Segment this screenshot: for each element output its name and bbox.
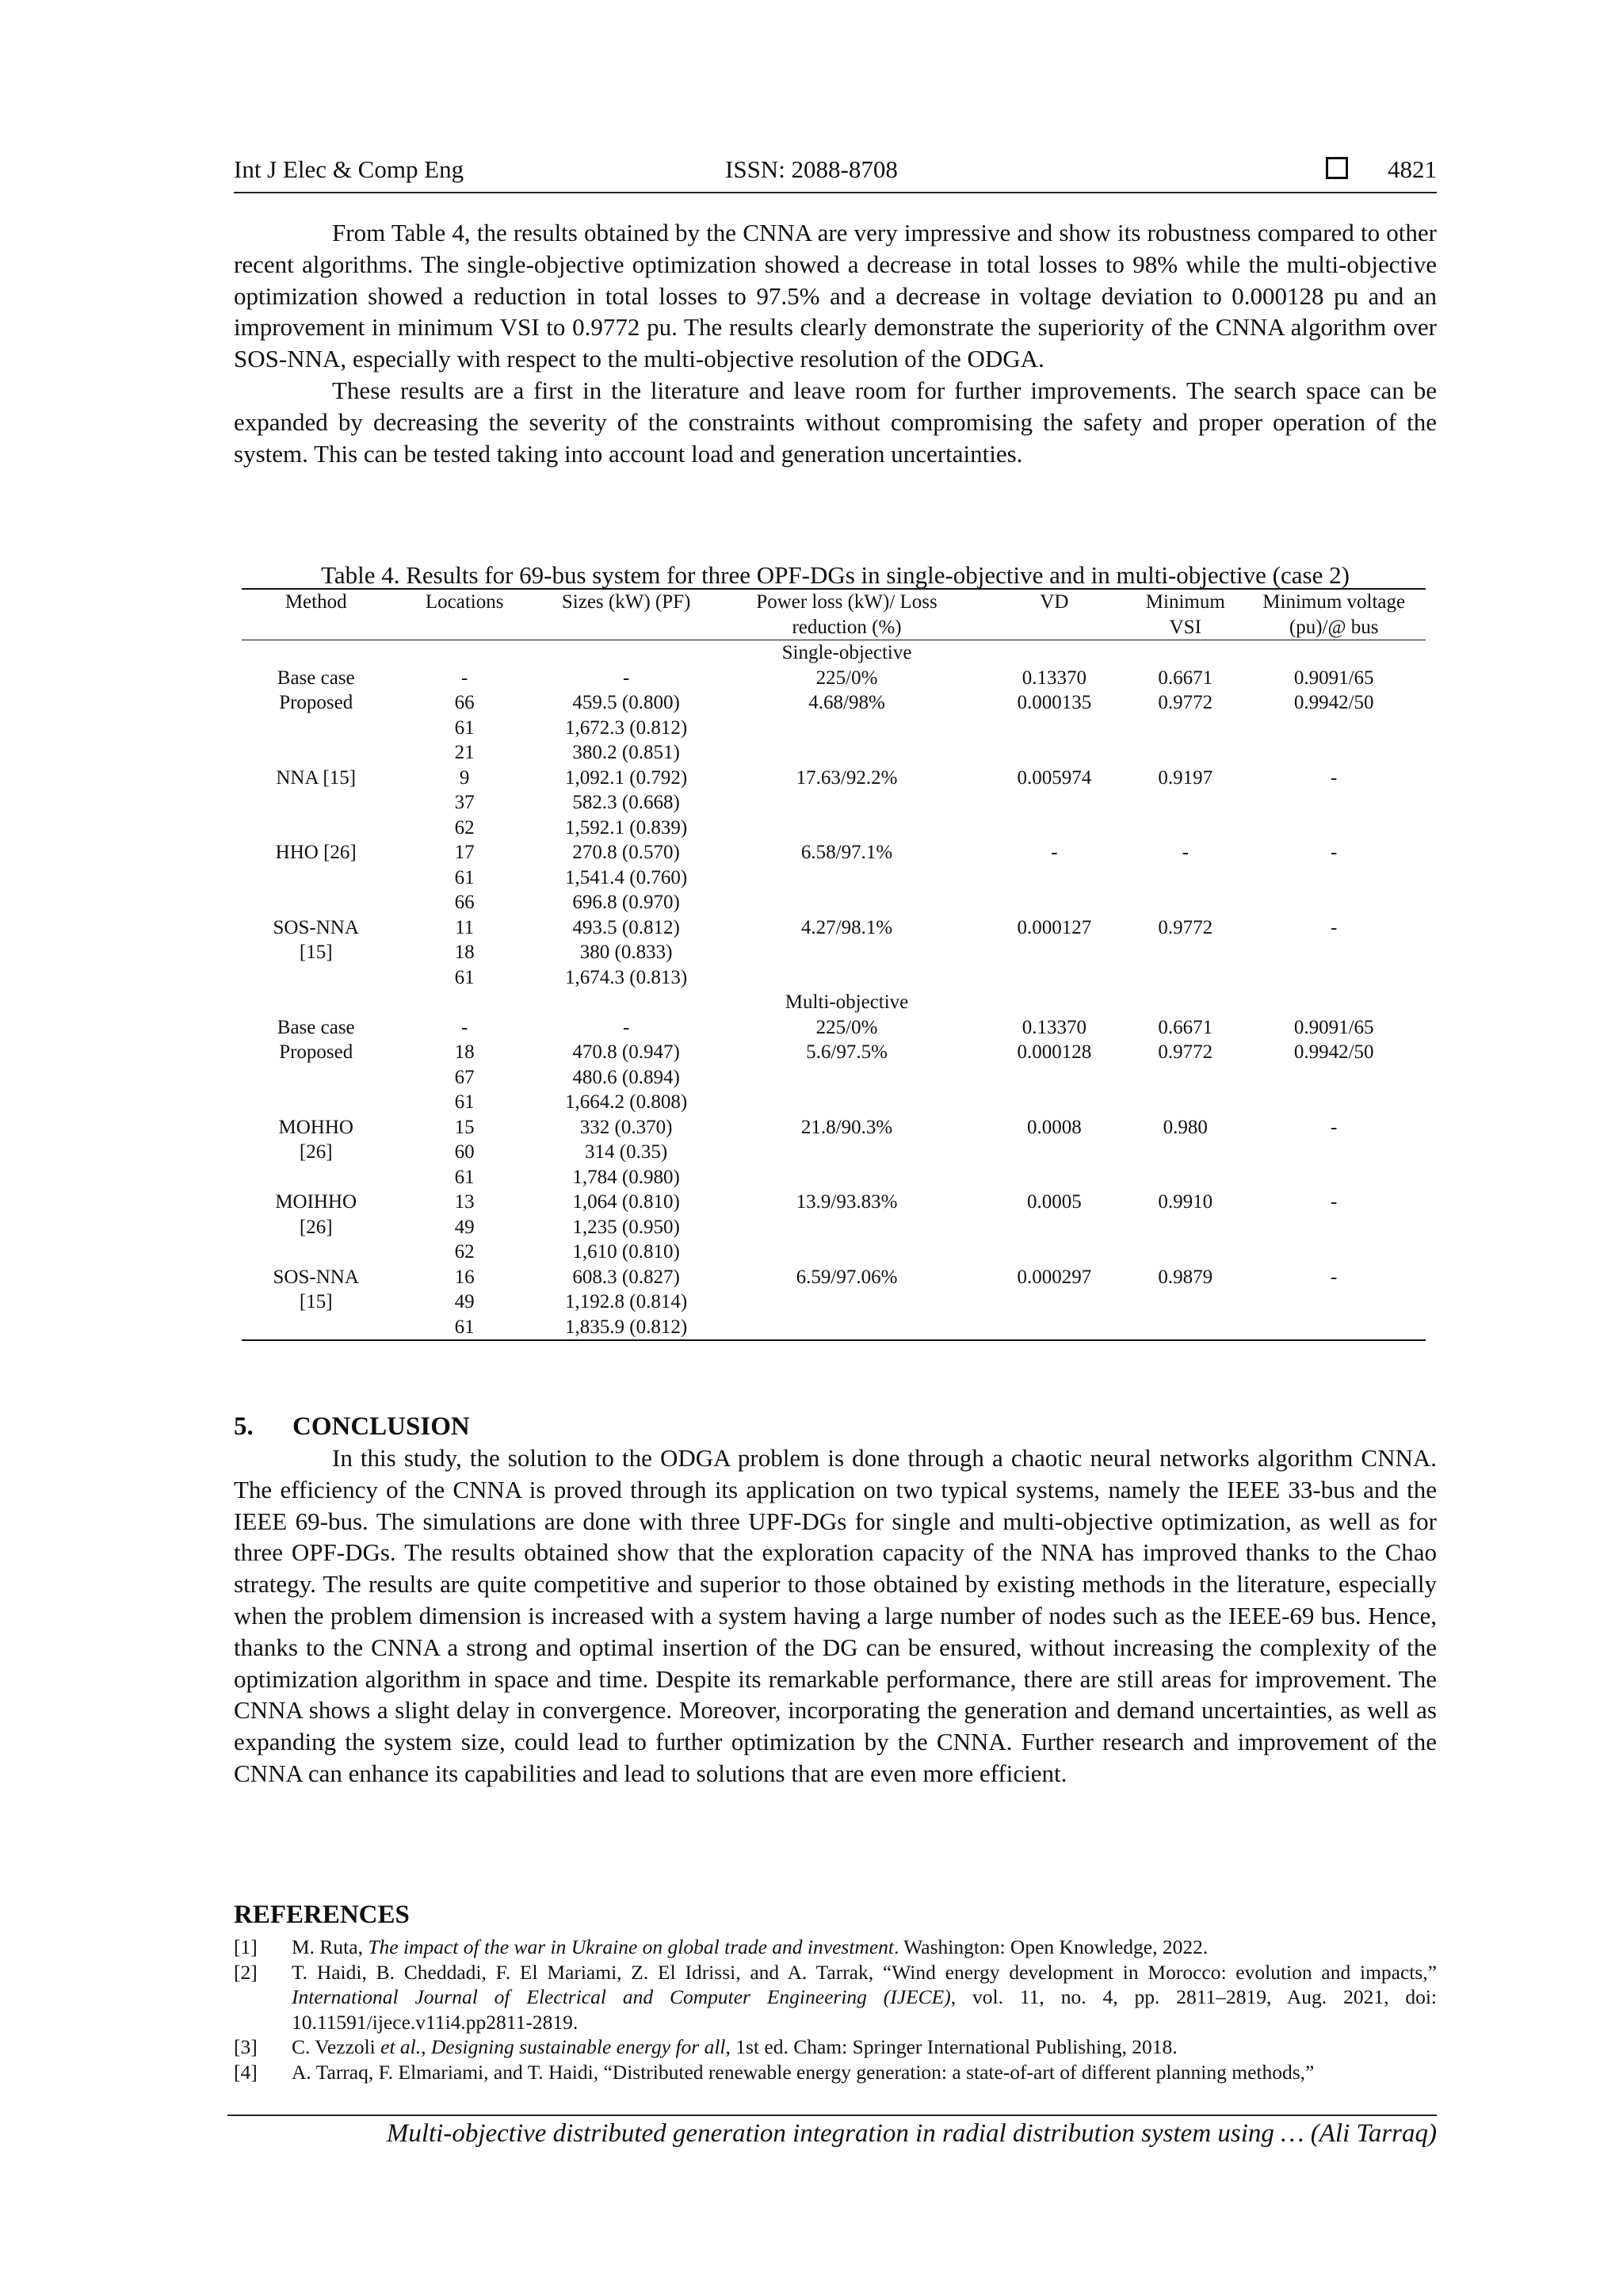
table-cell: NNA [15] [276, 766, 357, 789]
table-cell: [26] [299, 1141, 333, 1163]
table-cell [1128, 816, 1242, 841]
reference-number: [2] [234, 1960, 258, 1984]
table-cell [1242, 1215, 1426, 1240]
table-cell [242, 1090, 390, 1115]
table-cell: 1,784 (0.980) [572, 1166, 680, 1188]
page-header [234, 155, 1437, 193]
table-cell: 1,674.3 (0.813) [565, 966, 688, 988]
reference-text: Designing sustainable energy for all [430, 2035, 726, 2058]
table-cell [1128, 1165, 1242, 1190]
table-cell [980, 865, 1128, 891]
table-cell: Multi-objective [785, 991, 909, 1013]
section-heading [234, 1412, 470, 1442]
reference-item [234, 1960, 1437, 2035]
table-cell [1128, 790, 1242, 816]
reference-text: et al. [380, 2035, 422, 2058]
table-cell: 1,592.1 (0.839) [565, 816, 688, 839]
table-cell [713, 1215, 980, 1240]
table-cell: Proposed [279, 692, 353, 713]
table-cell: 0.9772 [1158, 692, 1213, 713]
table-cell [1128, 1065, 1242, 1091]
table-row [242, 890, 1426, 915]
table-cell: 17.63/92.2% [796, 766, 898, 789]
table-cell: 332 (0.370) [579, 1116, 673, 1138]
table-row [242, 790, 1426, 816]
table-cell [1242, 990, 1426, 1015]
table-cell: 1,835.9 (0.812) [539, 1315, 714, 1341]
journal-name: Int J Elec & Comp Eng [234, 155, 464, 183]
reference-item [234, 2060, 1437, 2085]
table-cell: 1,672.3 (0.812) [565, 716, 688, 739]
table-cell: 470.8 (0.947) [572, 1041, 680, 1063]
table-cell [980, 816, 1128, 841]
table-cell [713, 965, 980, 991]
table-cell [1242, 1165, 1426, 1190]
table-cell [1128, 1090, 1242, 1115]
table-cell: 49 [454, 1291, 475, 1312]
footer-rule [227, 2115, 1437, 2116]
table-cell [539, 640, 714, 666]
table-body [242, 640, 1426, 1341]
table-row [242, 816, 1426, 841]
table-cell [980, 965, 1128, 991]
table-cell: 0.9091/65 [1293, 667, 1374, 689]
table-cell: 21.8/90.3% [800, 1116, 893, 1138]
table-cell [242, 990, 390, 1015]
reference-text: , [421, 2035, 431, 2058]
table-cell: 0.0008 [1027, 1116, 1082, 1138]
reference-text: , vol. 11, no. 4, pp. 2811–2819, Aug. 2021, doi: 10.11591/ijece.v11i4.pp2811-2819. [292, 1985, 1437, 2034]
table-cell: 61 [454, 1091, 475, 1113]
table-cell: 0.9772 [1158, 916, 1213, 938]
reference-number: [3] [234, 2035, 258, 2058]
table-cell: - [622, 1016, 630, 1038]
table-cell: 0.000135 [1017, 692, 1092, 713]
table-cell [980, 1140, 1128, 1165]
table-cell [242, 1165, 390, 1190]
table-cell: - [1331, 842, 1338, 863]
table-cell: 6.59/97.06% [796, 1266, 898, 1288]
table-cell [1128, 965, 1242, 991]
paragraph: These results are a first in the literature and leave room for further improvements. The search space can be expanded by decreasing the severity of the constraints without compromising the safety and proper operation of the system. This can be tested taking into account load and generation uncertainties. [234, 376, 1437, 468]
table-cell: SOS-NNA [273, 916, 359, 938]
table-cell: 21 [454, 742, 475, 763]
table-cell: 380 (0.833) [579, 942, 673, 963]
table-cell: 61 [390, 1315, 538, 1341]
table-row [242, 915, 1426, 941]
intro-text [234, 217, 1437, 469]
table-cell [539, 990, 714, 1015]
table-cell [1128, 890, 1242, 915]
table-row [242, 840, 1426, 865]
table-cell [713, 1240, 980, 1265]
table-cell [242, 890, 390, 915]
table-cell: MOIHHO [275, 1191, 357, 1213]
table-cell: - [460, 1016, 468, 1038]
table-cell: 16 [454, 1266, 475, 1288]
table-cell: 4.68/98% [808, 692, 885, 713]
table-cell: - [1331, 1116, 1338, 1138]
table-cell: 9 [459, 766, 470, 789]
table-cell [1242, 640, 1426, 666]
table-row [242, 740, 1426, 766]
table-cell: 37 [454, 792, 475, 813]
table-cell: 4.27/98.1% [800, 916, 893, 938]
table-cell [713, 790, 980, 816]
square-bullet-icon [1326, 157, 1348, 179]
table-cell [1128, 1215, 1242, 1240]
table-row [242, 1190, 1426, 1215]
table-cell: 15 [454, 1116, 475, 1138]
table-cell [713, 1090, 980, 1115]
table-cell: 13 [454, 1191, 475, 1213]
table-cell [242, 816, 390, 841]
table-cell: Base case [277, 1016, 355, 1038]
table-cell [713, 1140, 980, 1165]
table-cell [242, 640, 390, 666]
table-cell: 60 [454, 1141, 475, 1163]
table-row [242, 1115, 1426, 1140]
reference-text: International Journal of Electrical and Computer Engineering (IJECE) [292, 1985, 951, 2008]
table-cell: 62 [454, 1241, 475, 1263]
table-header-row [242, 589, 1426, 615]
table-cell [713, 940, 980, 965]
table-cell: 61 [454, 716, 475, 739]
table-cell [1242, 965, 1426, 991]
header-min-vsi: Minimum [1128, 589, 1242, 615]
table-cell [980, 640, 1128, 666]
table-cell: - [1331, 1191, 1338, 1213]
reference-text: The impact of the war in Ukraine on global trade and investment [368, 1935, 894, 1958]
table-cell: - [622, 667, 630, 689]
table-cell [980, 990, 1128, 1015]
table-cell [713, 740, 980, 766]
table-cell: 17 [454, 842, 475, 863]
header-locations-2 [390, 615, 538, 640]
reference-text: , 1st ed. Cham: Springer International Publishing, 2018. [725, 2035, 1178, 2058]
table-cell: 0.6671 [1158, 1016, 1213, 1038]
table-cell [980, 1215, 1128, 1240]
table-row [242, 1289, 1426, 1315]
table-cell [1242, 1315, 1426, 1341]
table-cell: 0.6671 [1158, 667, 1213, 689]
table-cell: 225/0% [815, 667, 878, 689]
table-cell [713, 816, 980, 841]
table-cell: 0.000127 [1017, 916, 1092, 938]
header-power-loss: Power loss (kW)/ Loss [713, 589, 980, 615]
table-cell [980, 740, 1128, 766]
table-row [242, 1215, 1426, 1240]
table-cell: 61 [454, 1166, 475, 1188]
table-cell [1242, 1065, 1426, 1091]
table-row [242, 1065, 1426, 1091]
table-cell [242, 865, 390, 891]
table-cell [1242, 716, 1426, 741]
table-cell [713, 716, 980, 741]
references-list [234, 1935, 1437, 2084]
section-title: CONCLUSION [292, 1412, 470, 1441]
table-cell [1128, 740, 1242, 766]
conclusion-text [234, 1442, 1437, 1790]
table-cell: 13.9/93.83% [796, 1191, 898, 1213]
table-cell: 270.8 (0.570) [572, 842, 680, 863]
references-heading: REFERENCES [234, 1901, 410, 1929]
results-table [242, 588, 1426, 1341]
table-row [242, 990, 1426, 1015]
table-cell: Proposed [279, 1041, 353, 1063]
reference-item [234, 2034, 1437, 2060]
table-row [242, 940, 1426, 965]
paragraph: From Table 4, the results obtained by the CNNA are very impressive and show its robustness compared to other recent algorithms. The single-objective optimization showed a decrease in total losses to 98% while the multi-objective optimization showed a reduction in total losses to 97.5% and a decrease in voltage deviation to 0.000128 pu and an improvement in minimum VSI to 0.9772 pu. The results clearly demonstrate the superiority of the CNNA algorithm over SOS-NNA, especially with respect to the multi-objective resolution of the ODGA. [234, 219, 1437, 373]
header-vd-2 [980, 615, 1128, 640]
table-row [242, 766, 1426, 791]
table-row [242, 865, 1426, 891]
header-method: Method [242, 589, 390, 615]
table-cell: - [1331, 916, 1338, 938]
table-cell [713, 890, 980, 915]
table-cell: 696.8 (0.970) [572, 892, 680, 913]
table-cell: 1,092.1 (0.792) [565, 766, 688, 789]
table-cell [980, 1240, 1128, 1265]
table-cell: 0.005974 [1017, 766, 1092, 789]
table-cell: 61 [454, 966, 475, 988]
table-cell [1242, 1140, 1426, 1165]
table-cell: 0.000128 [1017, 1041, 1092, 1063]
table-cell: 0.000297 [1017, 1266, 1092, 1288]
table-cell [1128, 1289, 1242, 1315]
table-cell: 62 [454, 816, 475, 839]
table-cell [713, 865, 980, 891]
reference-text: A. Tarraq, F. Elmariami, and T. Haidi, “Distributed renewable energy generation: a state-of-art of different planning methods,” [292, 2060, 1315, 2084]
table-cell [1242, 940, 1426, 965]
table-cell: 67 [454, 1066, 475, 1088]
table-cell: 225/0% [815, 1016, 878, 1038]
reference-number: [1] [234, 1935, 258, 1958]
header-min-voltage: Minimum voltage [1242, 589, 1426, 615]
table-cell: 11 [455, 916, 475, 938]
page-number: 4821 [1388, 155, 1437, 183]
table-cell: 0.9197 [1158, 766, 1213, 789]
table-cell: 380.2 (0.851) [572, 742, 680, 763]
table-row [242, 690, 1426, 716]
table-row [242, 965, 1426, 991]
table-cell: 0.13370 [1022, 1016, 1087, 1038]
table-cell: 1,064 (0.810) [572, 1191, 680, 1213]
table-cell: 0.13370 [1022, 667, 1087, 689]
table-row [242, 716, 1426, 741]
reference-text: . Washington: Open Knowledge, 2022. [893, 1935, 1209, 1958]
header-method-2 [242, 615, 390, 640]
table-cell [980, 790, 1128, 816]
header-min-voltage-2: (pu)/@ bus [1242, 615, 1426, 640]
table-row [242, 1240, 1426, 1265]
table-cell: [26] [299, 1216, 333, 1238]
header-locations: Locations [390, 589, 538, 615]
reference-number: [4] [234, 2060, 258, 2084]
table-row [242, 1315, 1426, 1341]
table-cell [713, 1065, 980, 1091]
table-cell: 314 (0.35) [585, 1141, 668, 1163]
table-cell: 0.9772 [1158, 1041, 1213, 1063]
page-footer: Multi-objective distributed generation integration in radial distribution system using … (Ali Tarraq) [386, 2119, 1437, 2148]
table-cell [980, 1065, 1128, 1091]
table-cell: 61 [454, 866, 475, 888]
table-cell [980, 1165, 1128, 1190]
table-cell: 1,541.4 (0.760) [565, 866, 688, 888]
table-cell: 582.3 (0.668) [572, 792, 680, 813]
table-cell: - [1331, 766, 1338, 789]
table-cell: [15] [299, 942, 333, 963]
table-cell: 493.5 (0.812) [572, 916, 680, 938]
table-row [242, 640, 1426, 666]
table-row [242, 1165, 1426, 1190]
table-cell [713, 1289, 980, 1315]
table-cell [1128, 1140, 1242, 1165]
table-cell: [15] [299, 1291, 333, 1312]
table-cell: - [1051, 842, 1058, 863]
table-cell: 1,664.2 (0.808) [565, 1091, 688, 1113]
table-cell [1128, 716, 1242, 741]
table-cell: 0.9942/50 [1293, 1041, 1374, 1063]
table-cell: 1,235 (0.950) [572, 1216, 680, 1238]
table-cell [1242, 740, 1426, 766]
table-row [242, 666, 1426, 691]
table-cell [980, 1289, 1128, 1315]
table-cell: 66 [454, 692, 475, 713]
reference-text: M. Ruta, [292, 1935, 369, 1958]
table-cell [242, 716, 390, 741]
table-cell [242, 1240, 390, 1265]
table-cell [1242, 1240, 1426, 1265]
table-cell: - [1182, 842, 1189, 863]
table-cell: Base case [277, 667, 355, 689]
table-caption: Table 4. Results for 69-bus system for three OPF-DGs in single-objective and in multi-objective (case 2) [321, 561, 1350, 589]
table-cell [1242, 865, 1426, 891]
table-row [242, 1015, 1426, 1041]
table-cell [713, 1315, 980, 1341]
page-number-group [1326, 155, 1437, 184]
table-cell [1128, 1240, 1242, 1265]
table-cell: SOS-NNA [273, 1266, 359, 1288]
table-cell: MOHHO [278, 1116, 353, 1138]
table-cell [242, 790, 390, 816]
table-cell: 0.9942/50 [1293, 692, 1374, 713]
table-cell: 480.6 (0.894) [572, 1066, 680, 1088]
header-vd: VD [980, 589, 1128, 615]
table-cell [242, 1315, 390, 1341]
table-cell [1128, 640, 1242, 666]
table-cell [980, 1090, 1128, 1115]
section-number: 5. [234, 1412, 254, 1441]
table-cell: - [1331, 1266, 1338, 1288]
table-cell: 49 [454, 1216, 475, 1238]
reference-text: T. Haidi, B. Cheddadi, F. El Mariami, Z. El Idrissi, and A. Tarrak, “Wind energy development in Morocco: evolution and impacts,” [292, 1960, 1437, 1984]
table-cell [1128, 990, 1242, 1015]
table-row [242, 1265, 1426, 1290]
paragraph: In this study, the solution to the ODGA problem is done through a chaotic neural networks algorithm CNNA. The efficiency of the CNNA is proved through its application on two typical systems, namely the IEEE 33-bus and the IEEE 69-bus. The simulations are done with three UPF-DGs for single and multi-objective optimization, as well as for three OPF-DGs. The results obtained show that the exploration capacity of the NNA has improved thanks to the Chao strategy. The results are quite competitive and superior to those obtained by existing methods in the literature, especially when the problem dimension is increased with a system having a large number of nodes such as the IEEE-69 bus. Hence, thanks to the CNNA a strong and optimal insertion of the DG can be ensured, without increasing the complexity of the optimization algorithm in space and time. Despite its remarkable performance, there are still areas for improvement. The CNNA shows a slight delay in convergence. Moreover, incorporating the generation and demand uncertainties, as well as expanding the system size, could lead to further optimization by the CNNA. Further research and improvement of the CNNA can enhance its capabilities and lead to solutions that are even more efficient. [234, 1444, 1437, 1787]
table-cell: HHO [26] [275, 842, 357, 863]
table-cell: 0.9879 [1158, 1266, 1213, 1288]
table-cell: 66 [454, 892, 475, 913]
table-cell: 5.6/97.5% [806, 1041, 888, 1063]
table-cell [980, 1315, 1128, 1341]
reference-text: C. Vezzoli [292, 2035, 381, 2058]
table-cell: Single-objective [781, 642, 912, 663]
table-cell [1128, 1315, 1242, 1341]
table-cell [1128, 865, 1242, 891]
table-cell [1242, 816, 1426, 841]
table-cell [1242, 790, 1426, 816]
table-cell [980, 940, 1128, 965]
table-cell [980, 890, 1128, 915]
table-cell [390, 640, 538, 666]
table-cell: 0.0005 [1027, 1191, 1082, 1213]
table-cell [242, 740, 390, 766]
table-cell: 1,192.8 (0.814) [565, 1291, 688, 1312]
table-cell [1242, 890, 1426, 915]
header-min-vsi-2: VSI [1128, 615, 1242, 640]
table-cell: 0.9091/65 [1293, 1016, 1374, 1038]
table-cell [713, 1165, 980, 1190]
reference-item [234, 1935, 1437, 1960]
header-power-loss-2: reduction (%) [713, 615, 980, 640]
table-cell: 18 [454, 942, 475, 963]
table-row [242, 1090, 1426, 1115]
table-row [242, 1040, 1426, 1065]
table-cell: 459.5 (0.800) [572, 692, 680, 713]
issn: ISSN: 2088-8708 [725, 155, 898, 183]
table-cell [1128, 940, 1242, 965]
table-cell: 1,610 (0.810) [572, 1241, 680, 1263]
table-cell: 0.9910 [1158, 1191, 1213, 1213]
table-cell [390, 990, 538, 1015]
header-sizes: Sizes (kW) (PF) [539, 589, 714, 615]
table-cell [242, 1065, 390, 1091]
table-cell: 18 [454, 1041, 475, 1063]
table-row [242, 1140, 1426, 1165]
table-cell [980, 716, 1128, 741]
table-cell [1242, 1289, 1426, 1315]
table-cell [1242, 1090, 1426, 1115]
table-cell: - [460, 667, 468, 689]
table-cell: 608.3 (0.827) [572, 1266, 680, 1288]
table-cell: 6.58/97.1% [800, 842, 893, 863]
table-cell [242, 965, 390, 991]
table-cell: 0.980 [1163, 1116, 1208, 1138]
table-header-row [242, 615, 1426, 640]
header-sizes-2 [539, 615, 714, 640]
